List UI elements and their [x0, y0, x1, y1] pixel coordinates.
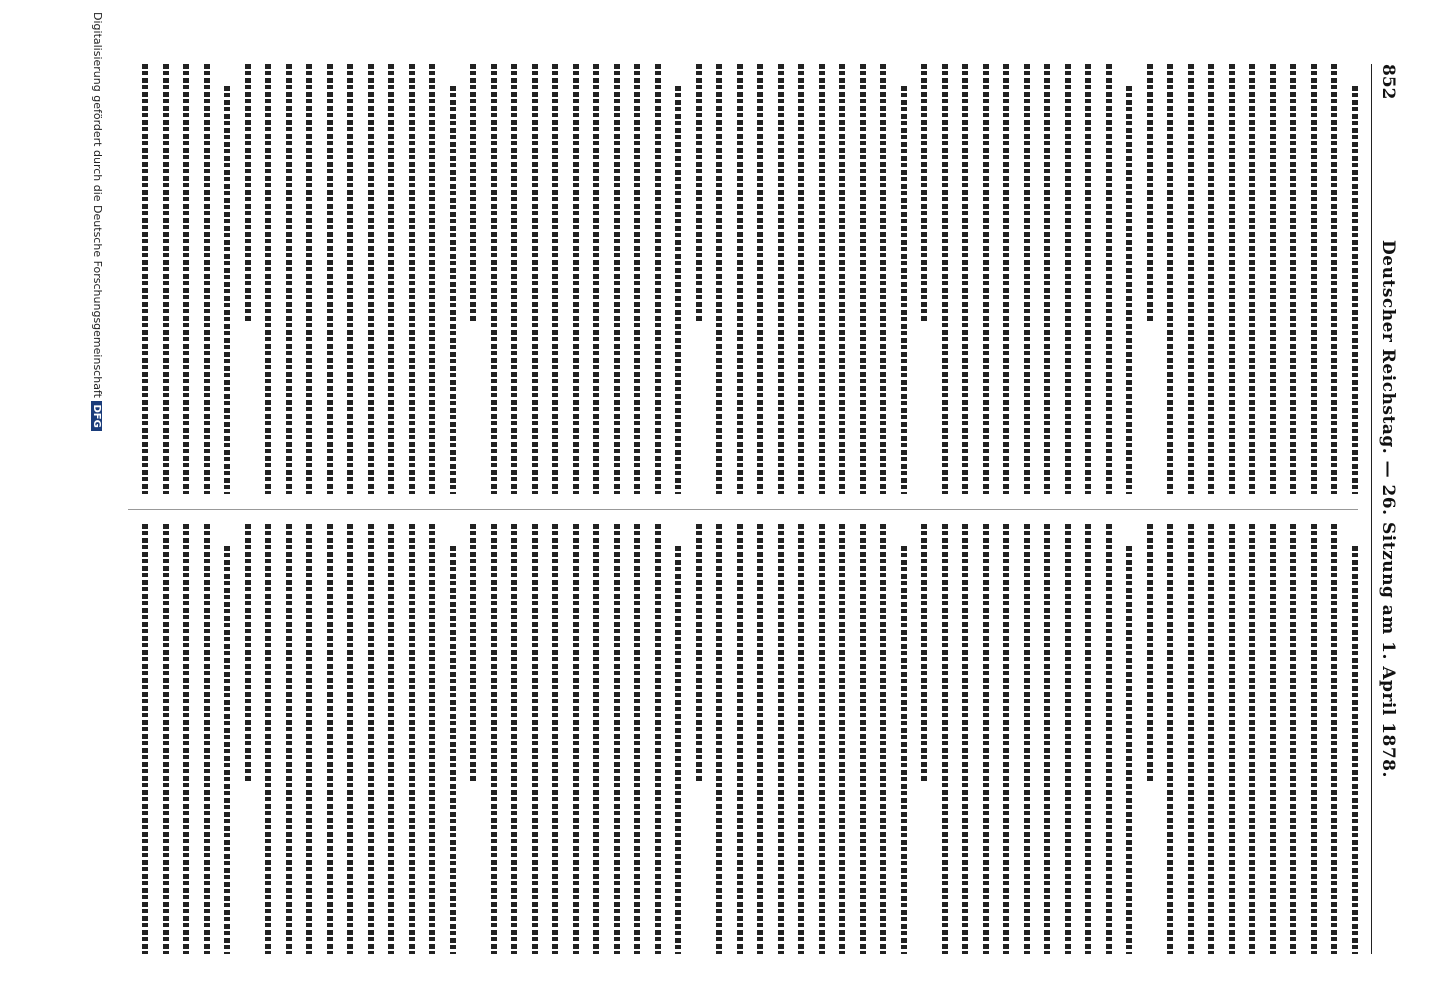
text-line	[963, 64, 969, 494]
text-line	[1024, 64, 1030, 494]
text-line	[942, 524, 948, 954]
text-line	[471, 524, 477, 782]
text-line	[430, 524, 436, 954]
text-line	[1311, 524, 1317, 954]
text-line	[225, 546, 231, 954]
text-line	[696, 524, 702, 782]
text-line	[143, 524, 149, 954]
text-line	[758, 524, 764, 954]
text-line	[778, 524, 784, 954]
text-line	[1065, 64, 1071, 494]
text-line	[348, 64, 354, 494]
text-line	[184, 64, 190, 494]
text-line	[512, 64, 518, 494]
text-line	[860, 524, 866, 954]
text-line	[163, 64, 169, 494]
text-line	[1209, 524, 1215, 954]
text-line	[963, 524, 969, 954]
text-line	[1209, 64, 1215, 494]
text-line	[1086, 524, 1092, 954]
text-line	[1065, 524, 1071, 954]
text-line	[286, 524, 292, 954]
text-line	[491, 64, 497, 494]
text-line	[737, 64, 743, 494]
text-line	[1127, 546, 1133, 954]
text-line	[307, 524, 313, 954]
text-line	[143, 64, 149, 494]
text-line	[799, 524, 805, 954]
text-line	[799, 64, 805, 494]
text-line	[901, 546, 907, 954]
text-line	[635, 524, 641, 954]
text-line	[389, 524, 395, 954]
text-line	[635, 64, 641, 494]
text-line	[737, 524, 743, 954]
text-line	[204, 64, 210, 494]
page-number: 852	[1378, 64, 1398, 100]
text-line	[655, 64, 661, 494]
text-line	[1229, 64, 1235, 494]
text-line	[450, 546, 456, 954]
text-line	[553, 524, 559, 954]
text-line	[594, 64, 600, 494]
text-line	[983, 64, 989, 494]
text-line	[676, 546, 682, 954]
text-line	[901, 86, 907, 494]
text-line	[983, 524, 989, 954]
scanned-page	[72, 4, 1424, 994]
text-line	[1352, 546, 1358, 954]
text-line	[594, 524, 600, 954]
text-line	[327, 524, 333, 954]
text-line	[881, 64, 887, 494]
page-header	[1372, 64, 1398, 954]
text-line	[1250, 64, 1256, 494]
text-column-right	[128, 524, 1358, 954]
header-rule	[1371, 64, 1372, 954]
text-line	[1147, 64, 1153, 322]
text-line	[245, 524, 251, 782]
text-line	[1024, 524, 1030, 954]
text-line	[860, 64, 866, 494]
text-line	[532, 524, 538, 954]
text-line	[819, 524, 825, 954]
text-line	[922, 64, 928, 322]
text-line	[1188, 524, 1194, 954]
text-line	[1291, 524, 1297, 954]
text-line	[327, 64, 333, 494]
text-line	[204, 524, 210, 954]
text-line	[819, 64, 825, 494]
text-line	[1332, 64, 1338, 494]
column-divider	[128, 509, 1358, 510]
credit-text: Digitalisierung gefördert durch die Deutsche Forschungsgemeinschaft	[91, 12, 104, 398]
text-line	[655, 524, 661, 954]
digitization-credit	[86, 12, 104, 992]
text-line	[1270, 524, 1276, 954]
text-line	[1127, 86, 1133, 494]
dfg-logo: DFG	[91, 401, 102, 430]
text-line	[840, 64, 846, 494]
text-line	[532, 64, 538, 494]
text-line	[307, 64, 313, 494]
text-line	[409, 524, 415, 954]
text-line	[1270, 64, 1276, 494]
text-line	[840, 524, 846, 954]
text-line	[573, 524, 579, 954]
text-line	[942, 64, 948, 494]
text-line	[184, 524, 190, 954]
text-line	[1106, 524, 1112, 954]
text-line	[430, 64, 436, 494]
text-line	[409, 64, 415, 494]
text-line	[471, 64, 477, 322]
text-line	[450, 86, 456, 494]
text-line	[881, 524, 887, 954]
text-line	[245, 64, 251, 322]
text-line	[225, 86, 231, 494]
text-line	[1045, 64, 1051, 494]
text-column-left	[128, 64, 1358, 494]
text-line	[676, 86, 682, 494]
text-line	[389, 64, 395, 494]
text-line	[696, 64, 702, 322]
text-line	[553, 64, 559, 494]
text-line	[1004, 64, 1010, 494]
running-title: Deutscher Reichstag. — 26. Sitzung am 1. April 1878.	[1378, 240, 1398, 778]
text-line	[1168, 64, 1174, 494]
text-line	[614, 524, 620, 954]
text-line	[491, 524, 497, 954]
text-line	[614, 64, 620, 494]
text-line	[573, 64, 579, 494]
text-line	[1147, 524, 1153, 782]
text-line	[717, 524, 723, 954]
text-line	[368, 524, 374, 954]
text-line	[266, 524, 272, 954]
text-line	[368, 64, 374, 494]
text-line	[1250, 524, 1256, 954]
text-line	[1106, 64, 1112, 494]
text-line	[1311, 64, 1317, 494]
text-line	[922, 524, 928, 782]
text-line	[1045, 524, 1051, 954]
text-line	[717, 64, 723, 494]
text-line	[512, 524, 518, 954]
text-line	[1168, 524, 1174, 954]
text-line	[1188, 64, 1194, 494]
text-line	[1229, 524, 1235, 954]
text-line	[1332, 524, 1338, 954]
text-line	[286, 64, 292, 494]
text-line	[348, 524, 354, 954]
text-line	[1291, 64, 1297, 494]
text-line	[1086, 64, 1092, 494]
text-line	[758, 64, 764, 494]
text-line	[163, 524, 169, 954]
text-line	[1004, 524, 1010, 954]
text-line	[1352, 86, 1358, 494]
text-line	[266, 64, 272, 494]
text-line	[778, 64, 784, 494]
